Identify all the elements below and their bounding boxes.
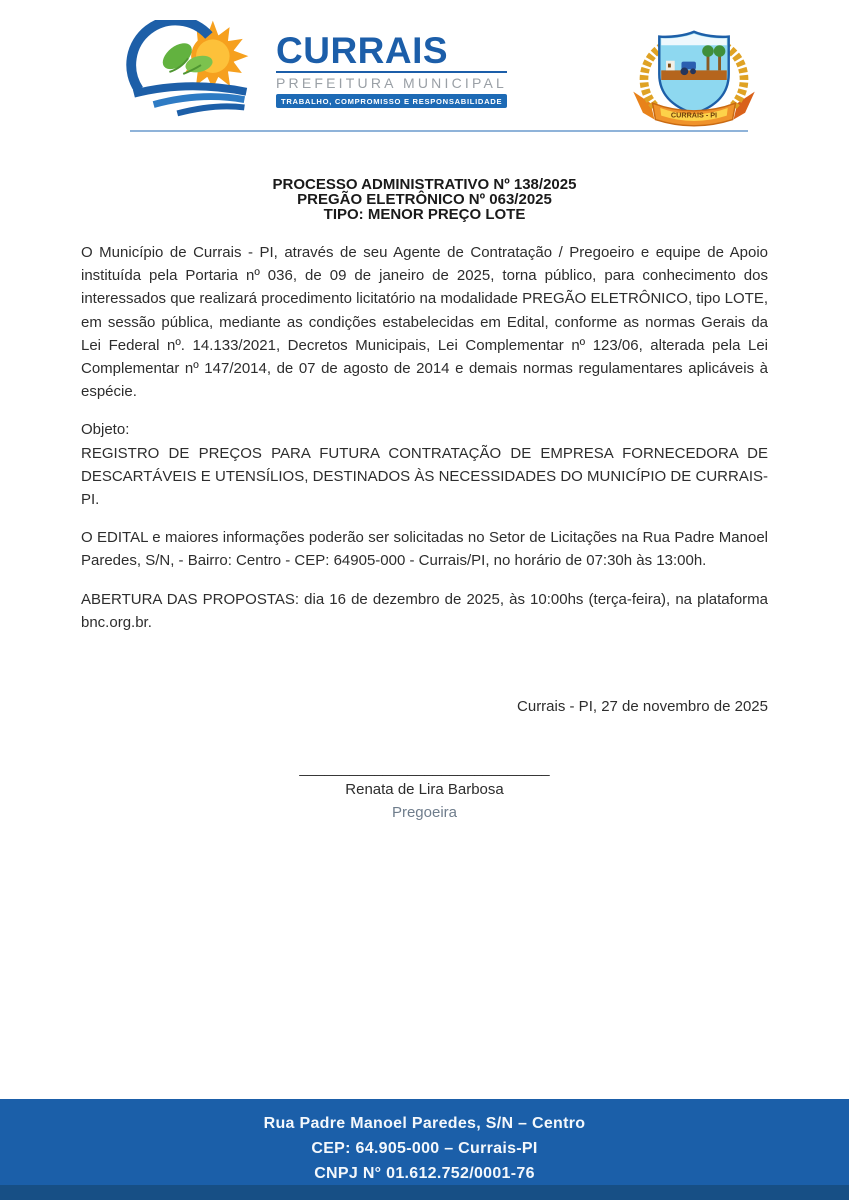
objeto-text: REGISTRO DE PREÇOS PARA FUTURA CONTRATAÇÃO DE EMPRESA FORNECEDORA DE DESCARTÁVEIS E UTENSÍLIOS, DESTINADOS ÀS NECESSIDADES DO MUNICÍPIO DE CURRAIS-PI. [81,444,768,509]
logo-subtitle: PREFEITURA MUNICIPAL [276,75,507,92]
footer-contact-info [0,1099,849,1186]
title-line-tipo: TIPO: MENOR PREÇO LOTE [323,206,526,223]
document-body [81,241,768,825]
signature-role: Pregoeira [391,804,458,822]
logo-city-name: CURRAIS [276,30,449,72]
footer-dark-strip [0,1185,849,1200]
coat-of-arms-icon [630,26,758,134]
header-divider-line [130,130,748,132]
intro-paragraph: O Município de Currais - PI, através de seu Agente de Contratação / Pregoeiro e equipe de Apoio instituída pela Portaria nº 036, de 09 de janeiro de 2025, torna público, para conhecimento dos interessados que realizará procedimento licitatório na modalidade PREGÃO ELETRÔNICO, tipo LOTE, em sessão pública, mediante as condições estabelecidas em Edital, conforme as normas Gerais da Lei Federal nº. 14.133/2021, Decretos Municipais, Lei Complementar nº 123/06, alterada pela Lei Complementar nº 147/2014, de 07 de agosto de 2014 e demais normas regulamentares aplicáveis à espécie. [81,244,768,401]
crest-ribbon-label: CURRAIS - PI [670,110,718,120]
signature-block [81,760,768,825]
logo-wordmark [276,32,507,108]
signature-name: Renata de Lira Barbosa [345,781,504,799]
title-line-processo: PROCESSO ADMINISTRATIVO Nº 138/2025 [272,176,577,193]
footer-address: Rua Padre Manoel Paredes, S/N – Centro [263,1115,586,1132]
logo-tagline-badge: TRABALHO, COMPROMISSO E RESPONSABILIDADE [276,94,507,108]
footer-cep: CEP: 64.905-000 – Currais-PI [311,1140,538,1157]
footer-cnpj: CNPJ N° 01.612.752/0001-76 [314,1165,535,1182]
date-line: Currais - PI, 27 de novembro de 2025 [517,698,768,716]
sun-leaves-field-logo-icon [126,20,274,120]
document-title [0,177,849,222]
objeto-section [81,418,768,511]
abertura-paragraph: ABERTURA DAS PROPOSTAS: dia 16 de dezembro de 2025, às 10:00hs (terça-feira), na plataforma bnc.org.br. [81,590,768,631]
logo-divider [276,71,507,73]
edital-paragraph: O EDITAL e maiores informações poderão ser solicitadas no Setor de Licitações na Rua Padre Manoel Paredes, S/N, - Bairro: Centro - CEP: 64905-000 - Currais/PI, no horário de 07:30h às 13:00h. [81,529,768,570]
signature-rule: ______________________________ [299,760,550,778]
title-line-pregao: PREGÃO ELETRÔNICO Nº 063/2025 [297,191,552,208]
municipality-logo [126,20,507,120]
objeto-label: Objeto: [81,421,130,439]
footer-bar [0,1099,849,1200]
